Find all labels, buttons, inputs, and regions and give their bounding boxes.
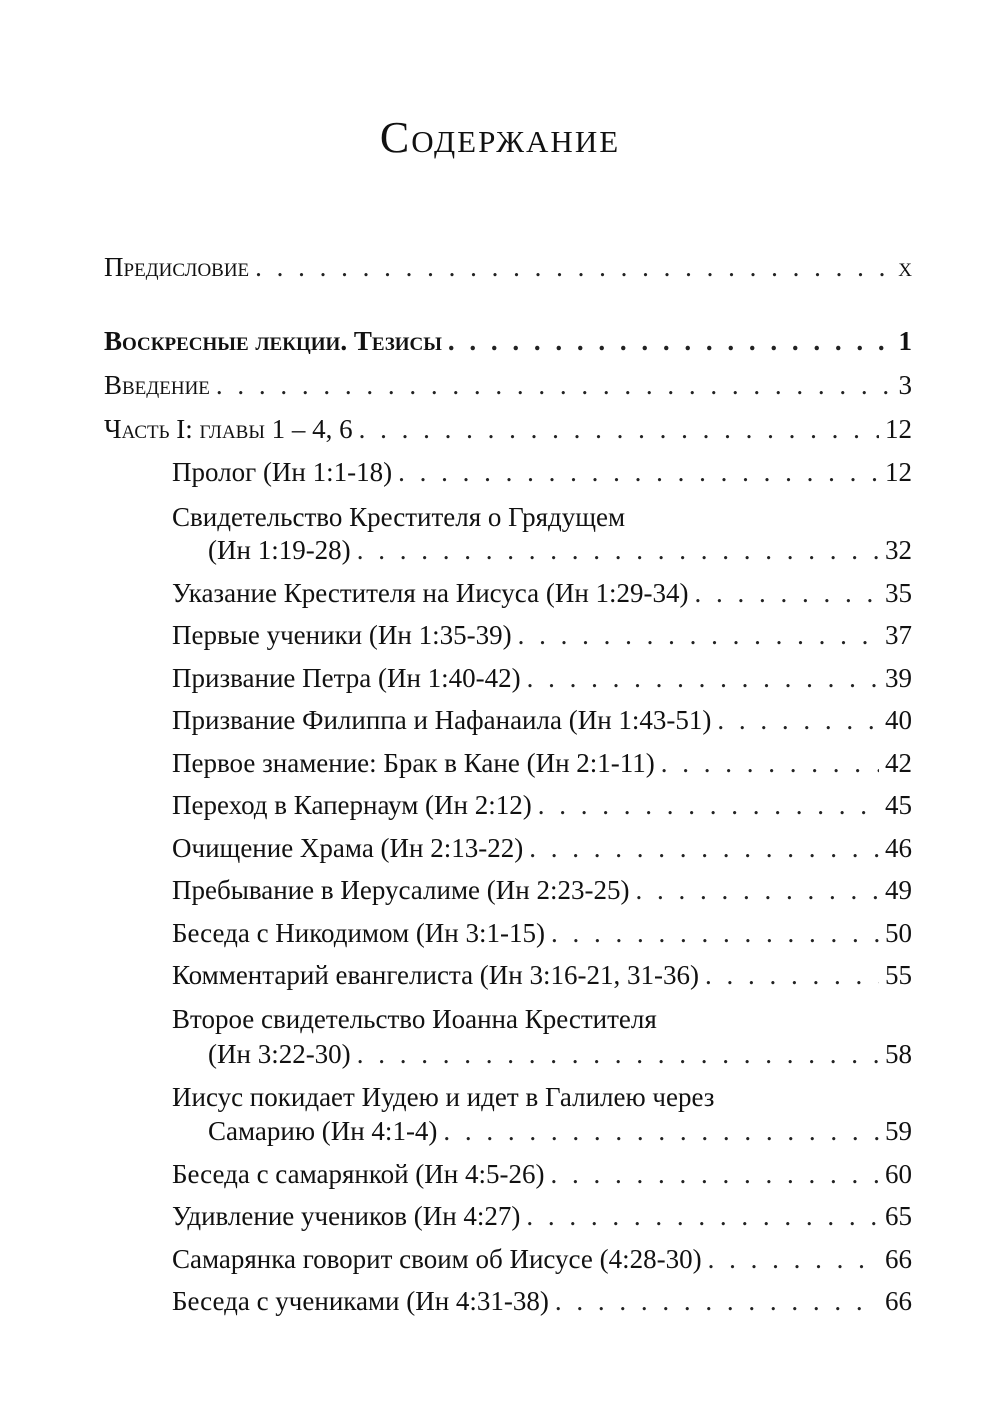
leader-dots <box>357 533 879 567</box>
toc-entry-page: 32 <box>885 535 912 565</box>
leader-dots <box>216 368 893 402</box>
toc-entry-page: x <box>898 252 912 282</box>
leader-dots <box>708 1242 879 1276</box>
toc-entry-label: (Ин 1:19-28) <box>208 535 351 565</box>
toc-entry-label: Пролог (Ин 1:1-18) <box>172 457 393 487</box>
toc-entry-page: 66 <box>885 1286 912 1316</box>
toc-entry-page: 60 <box>885 1159 912 1189</box>
leader-dots <box>538 788 879 822</box>
toc-entry-label: Призвание Петра (Ин 1:40-42) <box>172 663 521 693</box>
toc-entry-page: 12 <box>885 457 912 487</box>
toc-entry-label: Беседа с учениками (Ин 4:31-38) <box>172 1286 549 1316</box>
toc-entry-disciples-wonder[interactable] <box>172 1199 912 1233</box>
leader-dots <box>518 618 879 652</box>
toc-entry-label: Удивление учеников (Ин 4:27) <box>172 1201 521 1231</box>
toc-entry-calling-philip[interactable] <box>172 703 912 737</box>
toc-entry-first-disciples[interactable] <box>172 618 912 652</box>
leader-dots <box>398 455 879 489</box>
leader-dots <box>255 250 892 284</box>
toc-entry-page: 50 <box>885 918 912 948</box>
toc-entry-label: Первое знамение: Брак в Кане (Ин 2:1-11) <box>172 748 655 778</box>
toc-entry-calling-peter[interactable] <box>172 661 912 695</box>
toc-entry-sunday-lectures[interactable] <box>104 324 912 358</box>
toc-entry-prologue[interactable] <box>172 455 912 489</box>
leader-dots <box>550 1157 879 1191</box>
toc-entry-page: 66 <box>885 1244 912 1274</box>
toc-entry-page: 39 <box>885 663 912 693</box>
toc-entry-page: 59 <box>885 1116 912 1146</box>
toc-entry-page: 42 <box>885 748 912 778</box>
toc-entry-page: 45 <box>885 790 912 820</box>
toc-entry-label: Самарию (Ин 4:1-4) <box>208 1116 438 1146</box>
toc-entry-baptist-points[interactable] <box>172 576 912 610</box>
toc-entry-label-line1: Второе свидетельство Иоанна Крестителя <box>172 1004 657 1034</box>
toc-entry-baptist-witness[interactable] <box>208 533 912 567</box>
leader-dots <box>705 958 879 992</box>
toc-entry-page: 37 <box>885 620 912 650</box>
toc-entry-evangelist-commentary[interactable] <box>172 958 912 992</box>
toc-entry-page: 40 <box>885 705 912 735</box>
page-title: Содержание <box>379 113 621 162</box>
toc-entry-samaritan-woman[interactable] <box>172 1157 912 1191</box>
toc-entry-page: 3 <box>898 370 912 400</box>
toc-entry-label: Предисловие <box>104 252 250 282</box>
leader-dots <box>526 1199 879 1233</box>
toc-entry-label: Беседа с Никодимом (Ин 3:1-15) <box>172 918 545 948</box>
toc-entry-label: Воскресные лекции. Тезисы <box>104 326 442 356</box>
leader-dots <box>661 746 879 780</box>
toc-entry-label: Беседа с самарянкой (Ин 4:5-26) <box>172 1159 545 1189</box>
leader-dots <box>555 1284 879 1318</box>
toc-entry-part-one[interactable] <box>104 412 912 446</box>
toc-entry-label: Часть I: главы 1 – 4, 6 <box>104 414 353 444</box>
toc-entry-label: Переход в Капернаум (Ин 2:12) <box>172 790 532 820</box>
toc-entry-page: 35 <box>885 578 912 608</box>
leader-dots <box>529 831 879 865</box>
leader-dots <box>717 703 879 737</box>
toc-entry-label: (Ин 3:22-30) <box>208 1039 351 1069</box>
toc-entry-first-sign[interactable] <box>172 746 912 780</box>
toc-entry-preface[interactable] <box>104 250 912 284</box>
toc-entry-jesus-leaves-judea[interactable] <box>208 1114 912 1148</box>
toc-entry-label: Пребывание в Иерусалиме (Ин 2:23-25) <box>172 875 630 905</box>
toc-entry-label: Первые ученики (Ин 1:35-39) <box>172 620 512 650</box>
toc-entry-label: Самарянка говорит своим об Иисусе (4:28-30) <box>172 1244 702 1274</box>
toc-entry-talk-with-disciples[interactable] <box>172 1284 912 1318</box>
leader-dots <box>448 324 893 358</box>
leader-dots <box>357 1037 879 1071</box>
toc-entry-label-line1: Иисус покидает Иудею и идет в Галилею через <box>172 1082 715 1112</box>
toc-entry-introduction[interactable] <box>104 368 912 402</box>
leader-dots <box>527 661 879 695</box>
toc-entry-samaritan-tells[interactable] <box>172 1242 912 1276</box>
leader-dots <box>635 873 879 907</box>
toc-entry-label: Очищение Храма (Ин 2:13-22) <box>172 833 524 863</box>
toc-entry-page: 46 <box>885 833 912 863</box>
toc-entry-page: 49 <box>885 875 912 905</box>
leader-dots <box>695 576 879 610</box>
toc-entry-label-line1: Свидетельство Крестителя о Грядущем <box>172 502 626 532</box>
toc-entry-label: Введение <box>104 370 210 400</box>
toc-entry-label: Указание Крестителя на Иисуса (Ин 1:29-34) <box>172 578 689 608</box>
toc-entry-capernaum[interactable] <box>172 788 912 822</box>
toc-entry-jerusalem-stay[interactable] <box>172 873 912 907</box>
toc-entry-page: 12 <box>885 414 912 444</box>
toc-entry-second-witness[interactable] <box>208 1037 912 1071</box>
toc-entry-label: Призвание Филиппа и Нафанаила (Ин 1:43-51) <box>172 705 712 735</box>
leader-dots <box>551 916 879 950</box>
toc-entry-page: 58 <box>885 1039 912 1069</box>
toc-entry-page: 65 <box>885 1201 912 1231</box>
toc-entry-page: 55 <box>885 960 912 990</box>
toc-entry-temple-cleansing[interactable] <box>172 831 912 865</box>
toc-entry-page: 1 <box>898 326 912 356</box>
toc-entry-label: Комментарий евангелиста (Ин 3:16-21, 31-36) <box>172 960 699 990</box>
leader-dots <box>443 1114 879 1148</box>
toc-entry-nicodemus[interactable] <box>172 916 912 950</box>
leader-dots <box>359 412 879 446</box>
